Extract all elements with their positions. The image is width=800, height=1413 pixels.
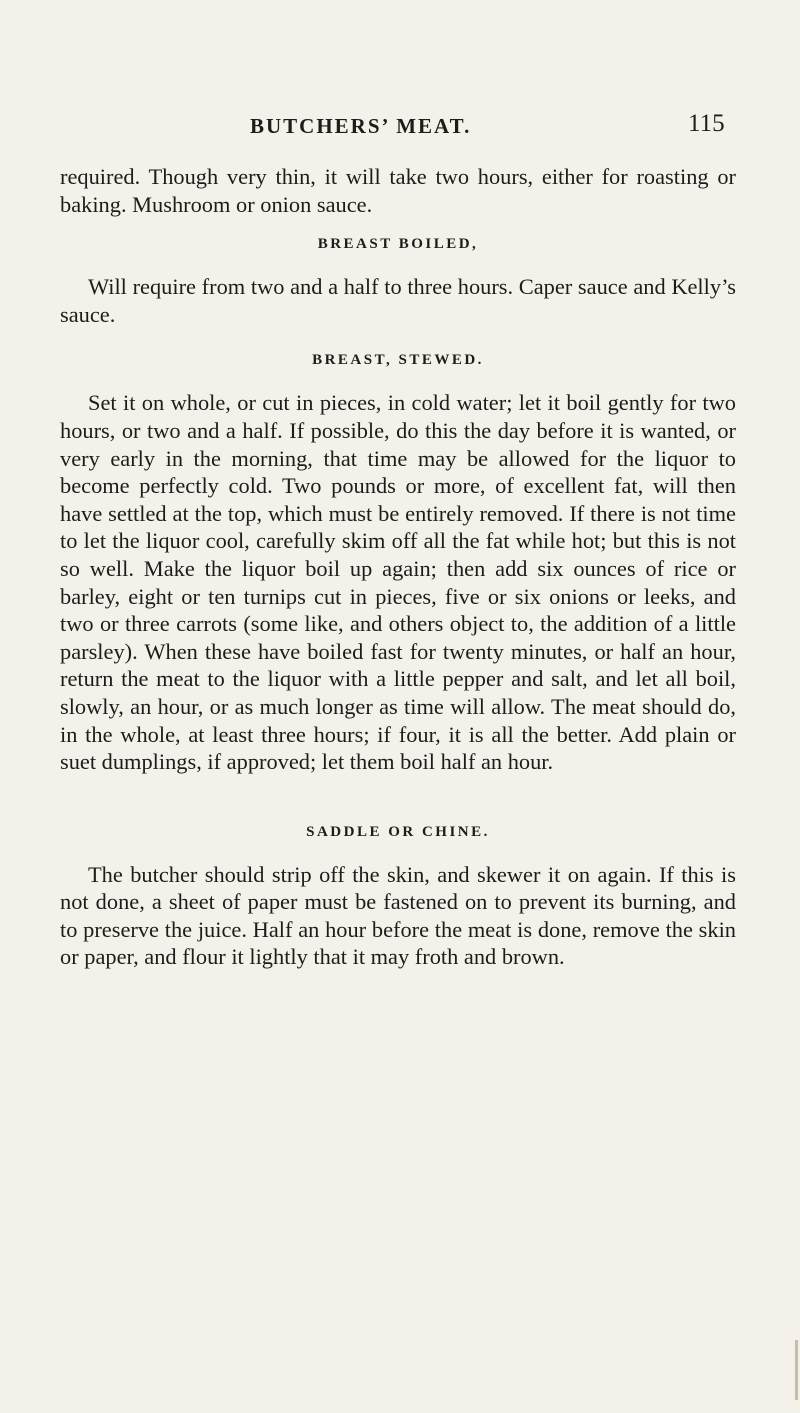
page-edge-mark [795,1340,798,1400]
running-title: BUTCHERS’ MEAT. [250,114,472,138]
paragraph-saddle-or-chine: The butcher should strip off the skin, and skewer it on again. If this is not done, a sheet of paper must be fastened on to prevent its burning, and to preserve the juice. Half an hour before the meat is done, remove the skin or paper, and flour it lightly that it may froth and brown. [60,861,736,970]
section-heading-breast-boiled: BREAST BOILED, [317,236,479,253]
page-number: 115 [688,110,725,137]
running-head [0,110,800,150]
section-heading-breast-stewed: BREAST, STEWED. [312,352,484,369]
body-text [60,163,736,971]
paragraph-breast-stewed: Set it on whole, or cut in pieces, in cold water; let it boil gently for two hours, or two and a half. If possible, do this the day before it is wanted, or very early in the morning, that time may be allowed for the liquor to become perfectly cold. Two pounds or more, of excellent fat, will then have settled at the top, which must be entirely removed. If there is not time to let the liquor cool, carefully skim off all the fat while hot; but this is not so well. Make the liquor boil up again; then add six ounces of rice or barley, eight or ten turnips cut in pieces, five or six onions or leeks, and two or three carrots (some like, and others object to, the addition of a little parsley). When these have boiled fast for twenty minutes, or half an hour, return the meat to the liquor with a little pepper and salt, and let all boil, slowly, an hour, or as much longer as time will allow. The meat should do, in the whole, at least three hours; if four, it is all the better. Add plain or suet dumplings, if approved; let them boil half an hour. [60,390,736,775]
continued-paragraph: required. Though very thin, it will take two hours, either for roasting or baking. Mushroom or onion sauce. [60,164,736,217]
paragraph-breast-boiled: Will require from two and a half to three hours. Caper sauce and Kelly’s sauce. [60,274,736,327]
section-heading-saddle-or-chine: SADDLE OR CHINE. [306,823,490,840]
